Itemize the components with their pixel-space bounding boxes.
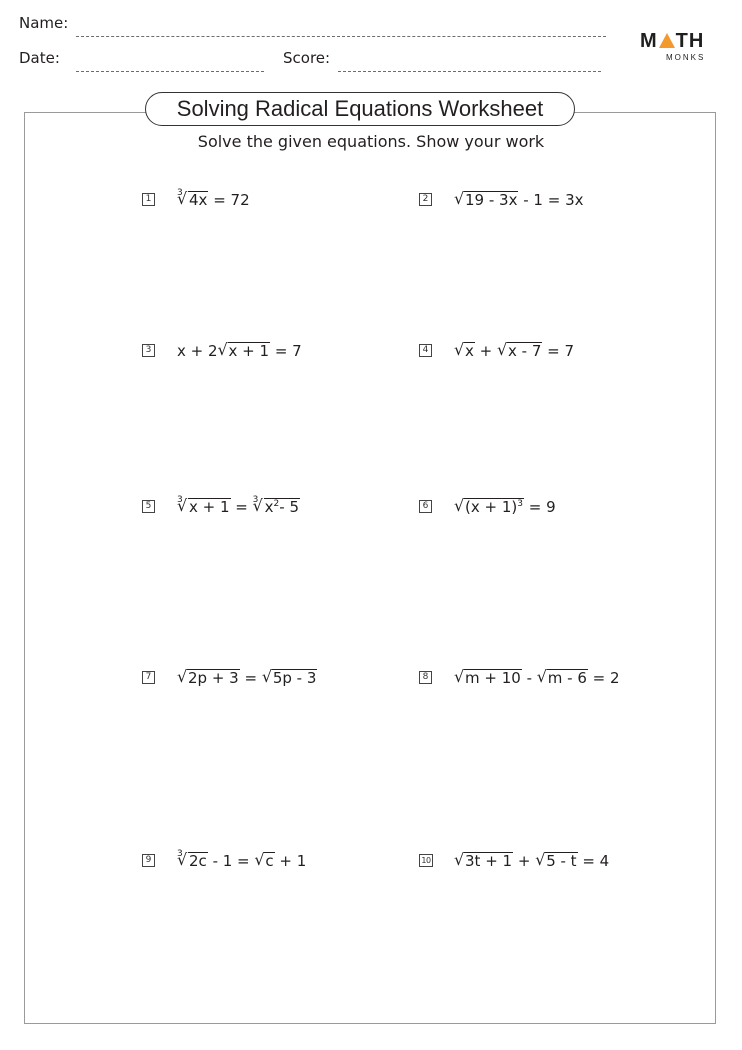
score-line[interactable]	[338, 71, 601, 72]
logo-subtext: MONKS	[666, 53, 706, 62]
square-root: √ x + 1	[219, 340, 271, 362]
problem-number: 5	[142, 500, 155, 513]
square-root: √ $(x + 1)^3$	[455, 496, 524, 518]
date-label: Date:	[19, 49, 60, 67]
cube-root: √ 3 2c	[178, 850, 208, 872]
square-root: √ x	[455, 340, 475, 362]
square-root: √ 5 - t	[536, 850, 577, 872]
equation: √ 3 4x = 72	[177, 189, 250, 211]
cube-root: √ 3 $x^2-$ 5	[254, 496, 300, 518]
problem-number: 2	[419, 193, 432, 206]
equation: √ x + √ x - 7 = 7	[454, 340, 574, 362]
math-monks-logo	[640, 31, 714, 62]
equation: √ 2p + 3 = √ 5p - 3	[177, 667, 317, 689]
square-root: √ c	[255, 850, 274, 872]
name-line[interactable]	[76, 36, 606, 37]
equation: √ 3t + 1 + √ 5 - t = 4	[454, 850, 609, 872]
instructions: Solve the given equations. Show your work	[197, 132, 545, 151]
equation: √ 3 x + 1 = √ 3 $x^2-$ 5	[177, 496, 300, 518]
equation: √ $(x + 1)^3 = 9$	[454, 496, 556, 518]
problem-number: 9	[142, 854, 155, 867]
problem-number: 8	[419, 671, 432, 684]
square-root: √ m - 6	[538, 667, 588, 689]
name-label: Name:	[19, 14, 69, 32]
problem-number: 3	[142, 344, 155, 357]
worksheet-title: Solving Radical Equations Worksheet	[145, 92, 575, 126]
square-root: √ 5p - 3	[263, 667, 318, 689]
score-label: Score:	[283, 49, 331, 67]
square-root: √ x - 7	[498, 340, 542, 362]
equation: √ 19 - 3x - 1 = 3x	[454, 189, 584, 211]
logo-text-th: TH	[675, 30, 705, 52]
equation: √ m + 10 - √ m - 6 = 2	[454, 667, 620, 689]
problem-number: 7	[142, 671, 155, 684]
square-root: √ 19 - 3x	[455, 189, 518, 211]
logo-triangle-icon	[659, 33, 675, 48]
date-line[interactable]	[76, 71, 264, 72]
worksheet-frame	[24, 112, 716, 1024]
square-root: √ 2p + 3	[178, 667, 240, 689]
problem-number: 4	[419, 344, 432, 357]
square-root: √ m + 10	[455, 667, 522, 689]
equation: √ 3 2c - 1 = √ c + 1	[177, 850, 306, 872]
logo-text-m: M	[640, 30, 658, 52]
problem-number: 6	[419, 500, 432, 513]
problem-number: 10	[419, 854, 433, 867]
problem-number: 1	[142, 193, 155, 206]
square-root: √ 3t + 1	[455, 850, 513, 872]
equation: x + 2√ x + 1 = 7	[177, 340, 302, 362]
cube-root: √ 3 4x	[178, 189, 208, 211]
cube-root: √ 3 x + 1	[178, 496, 231, 518]
